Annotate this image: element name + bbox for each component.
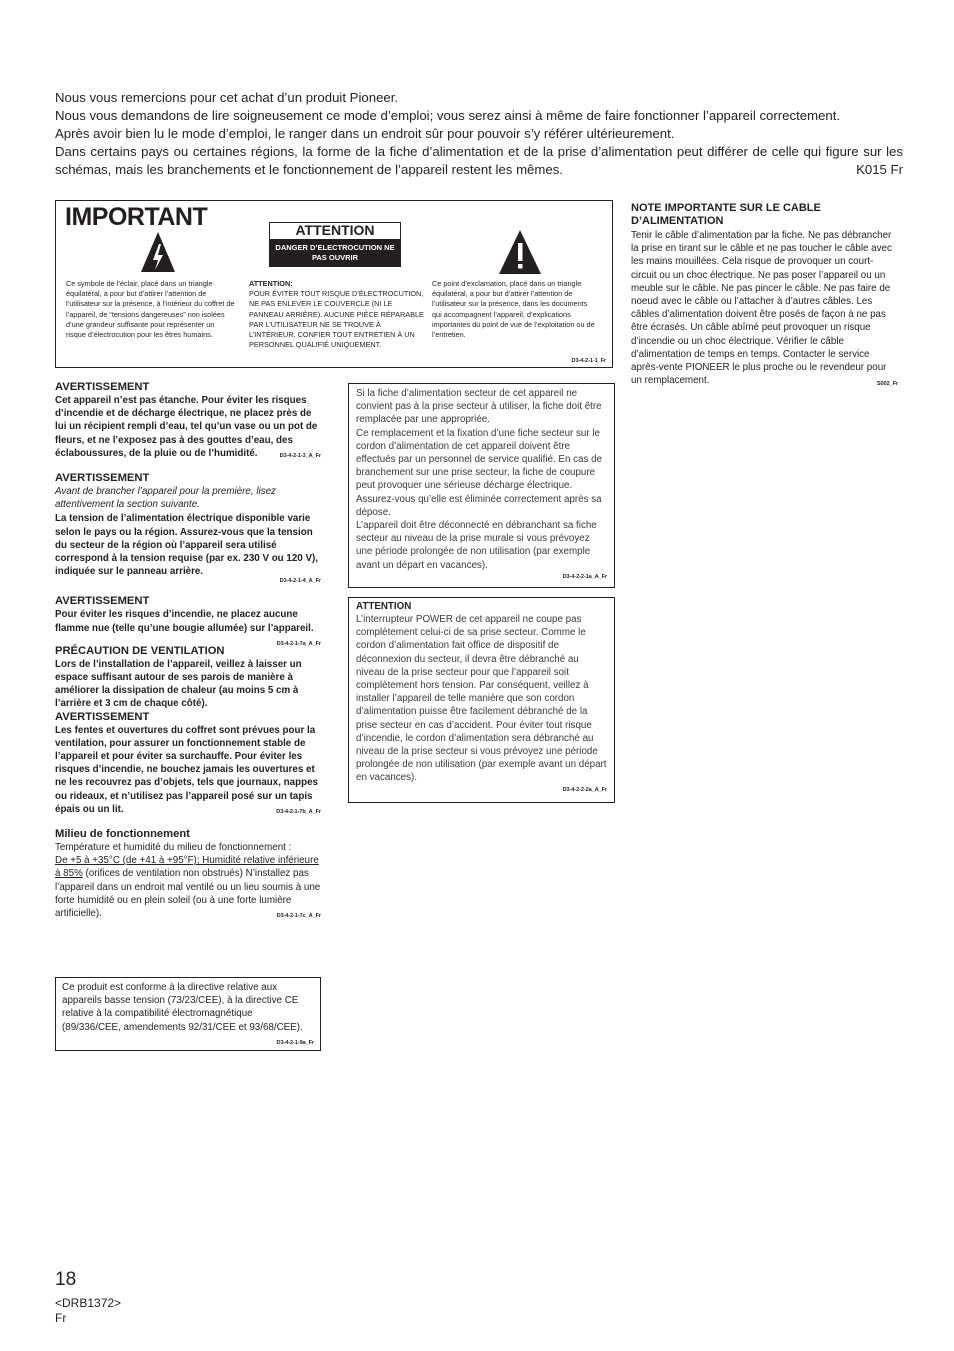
environment-code: D3-4-2-1-7c_A_Fr [276, 913, 321, 920]
environment-vent-note: (orifices de ventilation non obstrués) [85, 868, 243, 880]
warning-2-title: AVERTISSEMENT [55, 472, 150, 485]
warning-1-title: AVERTISSEMENT [55, 381, 150, 393]
page-number: 18 [55, 1269, 77, 1290]
intro-line-2: Nous vous demandons de lire soigneusement ce mode d’emploi; vous serez ainsi à même de faire fonctionner l’appareil correctement. [55, 108, 841, 123]
plug-replacement-code: D3-4-2-2-1a_A_Fr [562, 573, 607, 580]
power-cable-note-body: Tenir le câble d’alimentation par la fiche. Ne pas débrancher la prise en tirant sur le câble et ne pas toucher le câble avec les mains mouillées. Cela risque de provoquer un court-circuit ou un choc électrique. Ne pas poser l’appareil ou un meuble sur le câble. Ne pas pincer le câble. Ne pas faire de noeud avec le câble ou l’attacher à d’autres câbles. Les câbles d’alimentation doivent être posés de façon à ne pas être écrasés. Un câble abîmé peut provoquer un risque d’incendie ou un choc électrique. Vérifier le câble d’alimentation de temps en temps. Contacter le service après-vente PIONEER le plus proche ou le revendeur pour un remplacement. [631, 230, 892, 387]
language-code: Fr [55, 1311, 67, 1325]
environment-text [55, 841, 321, 920]
plug-replacement-box [348, 383, 615, 588]
important-box [55, 200, 613, 368]
ventilation-text: Lors de l’installation de l’appareil, veillez à laisser un espace suffisant autour de ses parois de manière à améliorer la dissipation de chaleur (au moins 5 cm à l’arrière et 3 cm de chaque côté). [55, 658, 302, 710]
warning-4-title: AVERTISSEMENT [55, 710, 150, 723]
left-column [55, 381, 321, 923]
warning-1-text [55, 394, 321, 460]
warning-3-body: Pour éviter les risques d’incendie, ne placez aucune flamme nue (telle qu’une bougie allumée) sur l’appareil. [55, 609, 314, 634]
environment-title: Milieu de fonctionnement [55, 828, 190, 841]
warning-1-body: Cet appareil n’est pas étanche. Pour éviter les risques d’incendie et de décharge électrique, ne placez près de lui un récipient rempli d’eau, tel qu’un vase ou un pot de fleurs, et ne l’exposez pas à des gouttes d’eau, des éclaboussures, de la pluie ou de l’humidité. [55, 395, 318, 459]
ce-conformity-code: D3-4-2-1-9a_Fr [276, 1039, 314, 1046]
intro [55, 89, 903, 179]
power-switch-text: L’interrupteur POWER de cet appareil ne coupe pas complètement celui-ci de sa prise secteur. Comme le cordon d’alimentation fait office de dispositif de déconnexion du secteur, il devra être débranché au niveau de la prise secteur pour que l’appareil soit complètement hors tension. Par conséquent, veillez à installer l’appareil de telle manière que son cordon d’alimentation puisse être facilement débranché de la prise secteur en cas d’accident. Pour éviter tout risque d’incendie, le cordon d’alimentation sera débranché au niveau de la prise secteur si vous prévoyez une période prolongée de non utilisation (par exemple avant un départ en vacances). [356, 614, 607, 784]
intro-code: K015 Fr [856, 162, 903, 177]
warning-2-text: La tension de l’alimentation électrique disponible varie selon le pays ou la région. Assurez-vous que la tension du secteur de la région où l’appareil sera utilisé correspond à la tension requise (par ex. 230 V ou 120 V), indiquée sur le panneau arrière. [55, 513, 318, 578]
important-code: D3-4-2-1-1_Fr [571, 358, 606, 364]
intro-line-4-text: Dans certains pays ou certaines régions, la forme de la fiche d’alimentation et de la prise d’alimentation peut différer de celle qui figure sur les schémas, mais les branchements et le fonctionnement de l’appareil restent les mêmes. [55, 144, 903, 177]
environment-intro: Température et humidité du milieu de fonctionnement : [55, 842, 292, 854]
intro-line-3: Après avoir bien lu le mode d’emploi, le ranger dans un endroit sûr pour pouvoir s’y référer ultérieurement. [55, 126, 675, 141]
power-switch-code: D3-4-2-2-2a_A_Fr [562, 786, 607, 793]
document-code: <DRB1372> [55, 1296, 122, 1310]
warning-3-code: D3-4-2-1-7a_A_Fr [276, 640, 321, 647]
ventilation-title: PRÉCAUTION DE VENTILATION [55, 644, 225, 657]
attention-sub: DANGER D’ELECTROCUTION NE PAS OUVRIR [269, 240, 401, 267]
ce-conformity-box [55, 977, 321, 1051]
important-title: IMPORTANT [65, 203, 208, 231]
warning-4-code: D3-4-2-1-7b_A_Fr [276, 808, 321, 815]
power-cable-note [631, 202, 898, 391]
plug-replacement-text: Si la fiche d’alimentation secteur de cet appareil ne convient pas à la prise secteur à utiliser, la fiche doit être remplacée par une appropriée. Ce remplacement et la fixation d’une fiche secteur sur le cordon d’alimentation de cet appareil doivent être effectués par un personnel de service qualifié. En cas de branchement sur une prise secteur, la fiche de coupure peut provoquer une sérieuse décharge électrique. Assurez-vous qu’elle est éliminée correctement après sa dépose. L’appareil doit être déconnecté en débranchant sa fiche secteur au niveau de la prise murale si vous prévoyez une période prolongée de non utilisation (par exemple avant un départ en vacances). [356, 388, 602, 571]
warning-3-text [55, 608, 321, 647]
ce-conformity-text [62, 981, 314, 1046]
ce-conformity-body: Ce produit est conforme à la directive relative aux appareils basse tension (73/23/CEE), à la directive CE relative à la compatibilité électromagnétique (89/336/CEE, amendements 92/31/CEE et 93/68/CEE). [62, 982, 303, 1033]
attention-label [269, 222, 401, 268]
lightning-warning-icon [140, 231, 176, 273]
power-cable-note-title: NOTE IMPORTANTE SUR LE CABLE D’ALIMENTATION [631, 202, 821, 227]
exclamation-explanation: Ce point d’exclamation, placé dans un triangle équilatéral, a pour but d’attirer l’attention de l’utilisateur sur la présence, dans les documents qui accompagnent l’appareil, d’explications importantes du point de vue de l’exploitation ou de l’entretien. [432, 279, 595, 340]
power-switch-title: ATTENTION [356, 601, 412, 612]
warning-1-code: D3-4-2-1-3_A_Fr [279, 452, 321, 459]
intro-line-1: Nous vous remercions pour cet achat d’un produit Pioneer. [55, 90, 399, 105]
attention-block-text: POUR ÉVITER TOUT RISQUE D’ÉLECTROCUTION, NE PAS ENLEVER LE COUVERCLE (NI LE PANNEAU ARRIÈRE). AUCUNE PIÈCE RÉPARABLE PAR L’UTILISATEUR NE SE TROUVE À L’INTÉRIEUR. CONFIER TOUT ENTRETIEN À UN PERSONNEL QUALIFIÉ UNIQUEMENT. [249, 289, 424, 350]
attention-heading: ATTENTION [269, 222, 401, 240]
environment-advice: N’installez pas l’appareil dans un endroit mal ventilé ou un lieu soumis à une forte humidité ou en plein soleil (ou à une forte lumière artificielle). [55, 868, 321, 920]
attention-block [249, 279, 424, 350]
warning-4-body: Les fentes et ouvertures du coffret sont prévues pour la ventilation, pour assurer un fonctionnement stable de l’appareil et pour éviter sa surchauffe. Pour éviter les risques d’incendie, ne bouchez jamais les ouvertures et ne les recouvrez pas d’objets, tels que journaux, nappes ou rideaux, et n’utilisez pas l’appareil posé sur un tapis épais ou un lit. [55, 724, 318, 815]
power-cable-note-text [631, 229, 898, 387]
warning-4-text [55, 724, 321, 816]
lightning-explanation: Ce symbole de l’éclair, placé dans un triangle équilatéral, a pour but d’attirer l’attention de l’utilisateur sur la présence, à l’intérieur du coffret de l’appareil, de “tensions dangereuses” non isolées d’une grandeur suffisante pour représenter un risque d’électrocution pour les êtres humains. [66, 279, 235, 340]
power-cable-note-code: S002_Fr [876, 381, 898, 388]
power-switch-box [348, 597, 615, 803]
warning-2-italic: Avant de brancher l’appareil pour la première, lisez attentivement la section suivante. [55, 486, 276, 511]
warning-2-code: D3-4-2-1-4_A_Fr [279, 578, 321, 585]
warning-3-title: AVERTISSEMENT [55, 595, 150, 608]
environment-range: De +5 à +35°C (de +41 à +95°F); Humidité relative inférieure à 85% [55, 855, 319, 880]
attention-block-title: ATTENTION: [249, 279, 293, 288]
footer [55, 1296, 121, 1326]
exclamation-warning-icon [498, 229, 542, 275]
intro-line-4 [55, 143, 903, 179]
